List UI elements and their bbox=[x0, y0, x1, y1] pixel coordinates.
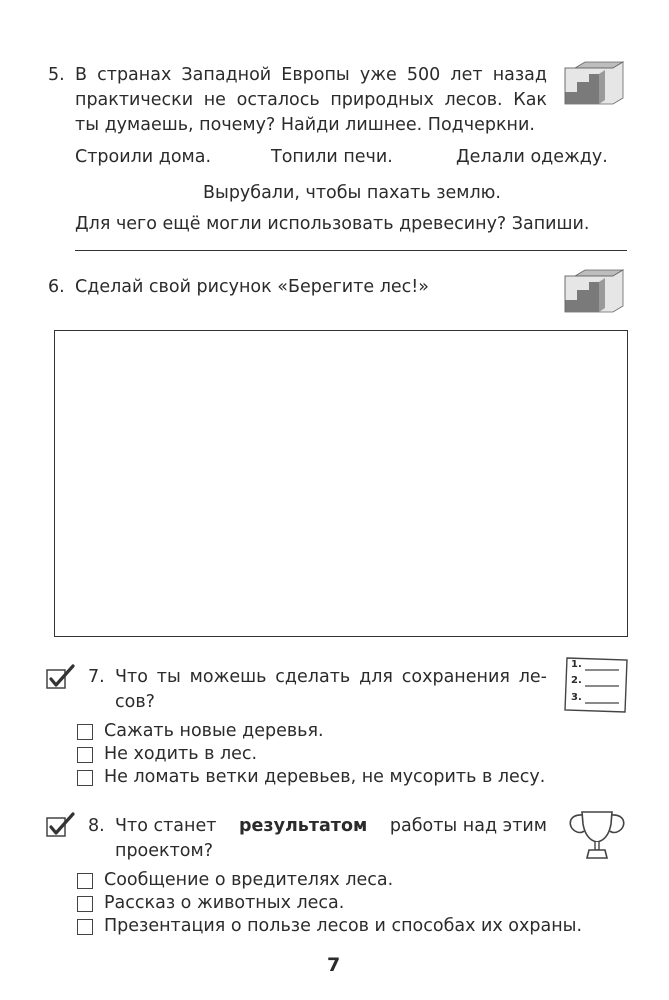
stairs-icon bbox=[563, 60, 629, 110]
q8-line-1-after: работы над этим bbox=[389, 816, 547, 836]
q8-line-2: проектом? bbox=[115, 841, 213, 861]
page-number: 7 bbox=[327, 954, 341, 976]
checklist-label-2: 2. bbox=[571, 675, 582, 686]
q8-checkbox-1[interactable] bbox=[77, 873, 93, 889]
answer-line[interactable] bbox=[75, 250, 627, 251]
q7-option-3: Не ломать ветки деревьев, не мусорить в лесу. bbox=[104, 767, 546, 787]
q7-number: 7. bbox=[88, 667, 105, 687]
q8-line-1 bbox=[115, 815, 547, 837]
q5-option-1: Строили дома. bbox=[75, 147, 212, 167]
drawing-area[interactable] bbox=[54, 330, 628, 637]
q5-followup: Для чего ещё могли использовать древесину? Запиши. bbox=[75, 214, 590, 234]
q8-number: 8. bbox=[88, 816, 105, 836]
q8-option-3: Презентация о пользе лесов и способах их охраны. bbox=[104, 916, 583, 936]
q8-option-2: Рассказ о животных леса. bbox=[104, 893, 345, 913]
q7-line-1: Что ты можешь сделать для сохранения ле- bbox=[115, 667, 547, 687]
q6-text: Сделай свой рисунок «Берегите лес!» bbox=[75, 277, 429, 297]
q8-option-1: Сообщение о вредителях леса. bbox=[104, 870, 394, 890]
checkmark-icon bbox=[46, 812, 76, 838]
checklist-label-3: 3. bbox=[571, 692, 582, 703]
trophy-icon bbox=[565, 808, 629, 864]
q5-option-3: Делали одежду. bbox=[456, 147, 608, 167]
q8-line-1-before: Что станет bbox=[115, 816, 217, 836]
q5-number: 5. bbox=[48, 65, 65, 85]
q7-option-1: Сажать новые деревья. bbox=[104, 721, 324, 741]
q7-checkbox-2[interactable] bbox=[77, 747, 93, 763]
checkmark-icon bbox=[46, 664, 76, 690]
q8-checkbox-3[interactable] bbox=[77, 919, 93, 935]
q7-checkbox-1[interactable] bbox=[77, 724, 93, 740]
q7-line-2: сов? bbox=[115, 692, 155, 712]
checklist-icon bbox=[563, 654, 631, 716]
q6-number: 6. bbox=[48, 277, 65, 297]
q5-line-1: В странах Западной Европы уже 500 лет назад bbox=[75, 65, 547, 85]
q8-checkbox-2[interactable] bbox=[77, 896, 93, 912]
q5-line-3: ты думаешь, почему? Найди лишнее. Подчеркни. bbox=[75, 115, 535, 135]
q5-line-2: практически не осталось природных лесов. Как bbox=[75, 90, 547, 110]
q5-option-2: Топили печи. bbox=[271, 147, 393, 167]
q7-option-2: Не ходить в лес. bbox=[104, 744, 258, 764]
q5-option-4: Вырубали, чтобы пахать землю. bbox=[203, 183, 501, 203]
q8-line-1-bold: результатом bbox=[239, 816, 368, 836]
q7-checkbox-3[interactable] bbox=[77, 770, 93, 786]
stairs-icon bbox=[563, 268, 629, 318]
checklist-label-1: 1. bbox=[571, 659, 582, 670]
